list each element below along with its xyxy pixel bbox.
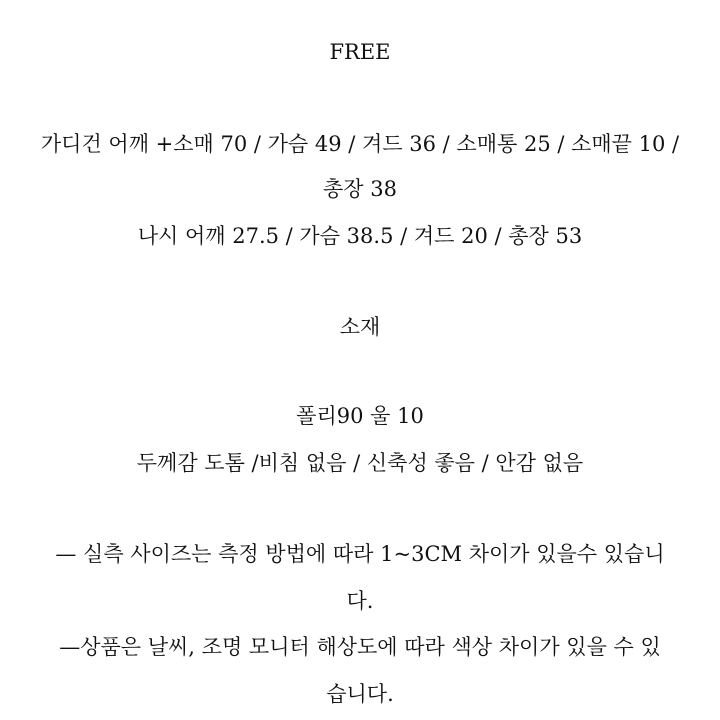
- measurement-note-line-1: — 실측 사이즈는 측정 방법에 따라 1~3CM 차이가 있을수 있습니: [55, 542, 665, 566]
- fabric-properties: 두께감 도톰 /비침 없음 / 신축성 좋음 / 안감 없음: [136, 451, 584, 475]
- sleeveless-measurements: 나시 어깨 27.5 / 가슴 38.5 / 겨드 20 / 총장 53: [137, 224, 583, 248]
- cardigan-measurements-line-1: 가디건 어깨 +소매 70 / 가슴 49 / 겨드 36 / 소매통 25 / 소매끝 10 /: [40, 132, 680, 156]
- size-label: FREE: [329, 40, 391, 64]
- cardigan-measurements-line-2: 총장 38: [323, 177, 397, 201]
- color-note-line-2: 습니다.: [326, 682, 394, 706]
- color-note-line-1: —상품은 날씨, 조명 모니터 해상도에 따라 색상 차이가 있을 수 있: [59, 635, 661, 659]
- material-section-title: 소재: [339, 315, 381, 339]
- measurement-note-line-2: 다.: [346, 589, 374, 613]
- material-composition: 폴리90 울 10: [296, 404, 424, 428]
